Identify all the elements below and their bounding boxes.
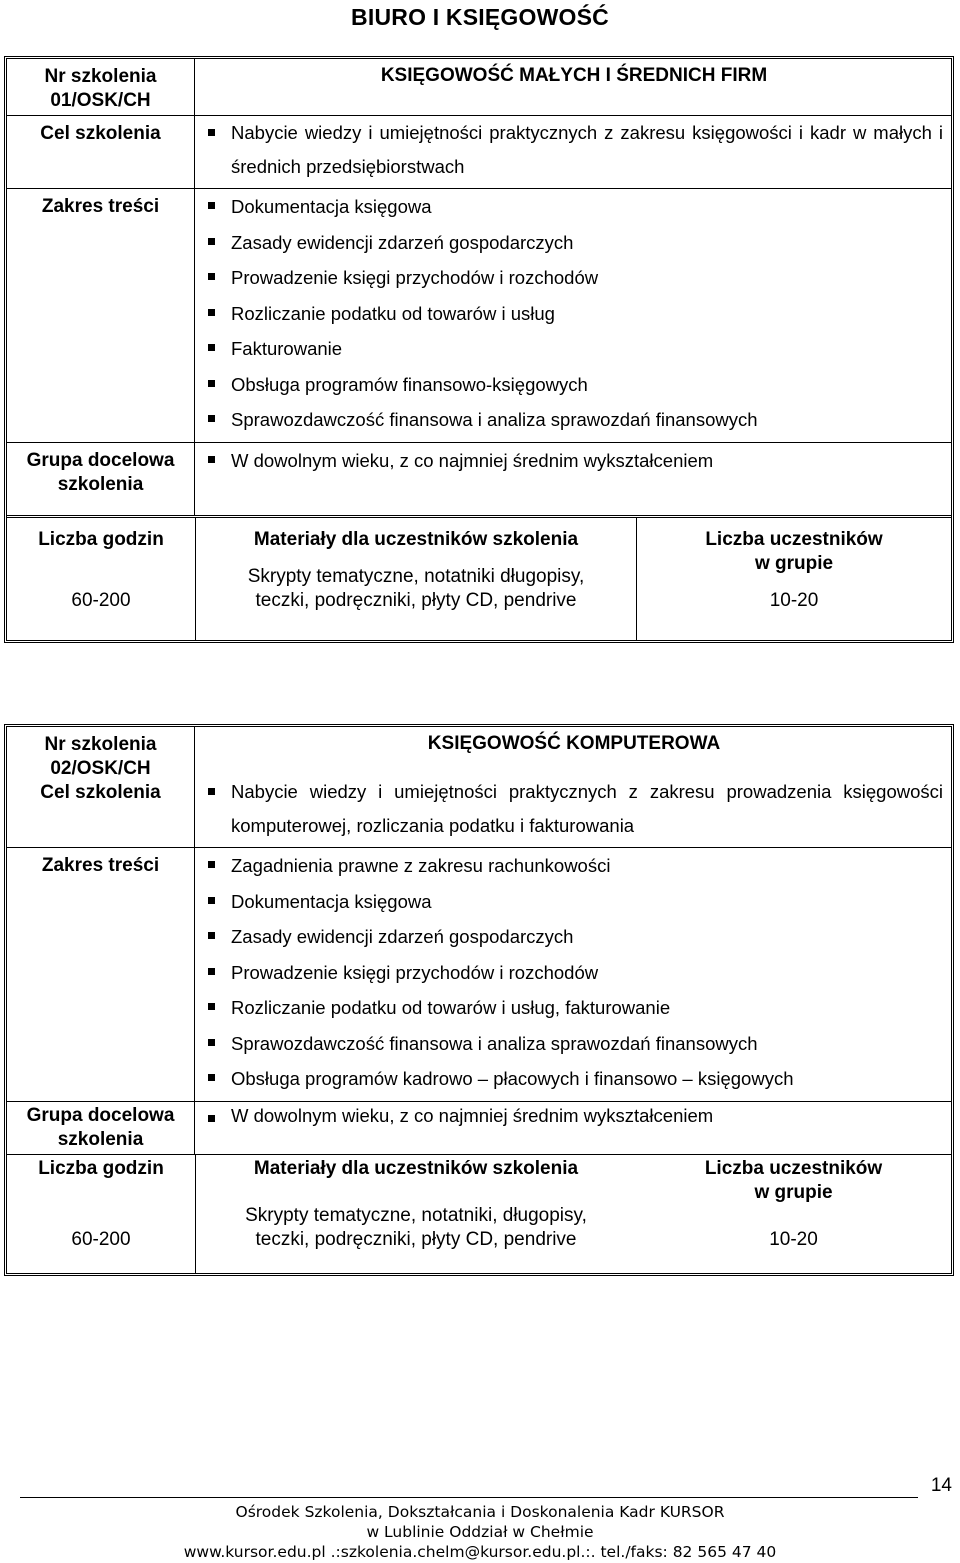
page-title: BIURO I KSIĘGOWOŚĆ: [351, 4, 609, 30]
scope-item: Sprawozdawczość finansowa i analiza sprawozdań finansowych: [205, 402, 943, 438]
hours-label: Liczba godzin: [38, 1157, 164, 1179]
number-label-text: Nr szkolenia: [44, 734, 157, 755]
target-group-label-line1: Grupa docelowa: [26, 1104, 175, 1126]
materials-line1: Skrypty tematyczne, notatniki, długopisy,: [245, 1204, 587, 1226]
group-size-label-line2: w grupie: [754, 1181, 833, 1203]
materials-line1: Skrypty tematyczne, notatniki długopisy,: [247, 565, 585, 587]
group-size-cell: [637, 518, 951, 640]
scope-item: Prowadzenie księgi przychodów i rozchodów: [205, 955, 943, 991]
group-size-value: 10-20: [769, 1228, 818, 1250]
hours-value: 60-200: [71, 589, 131, 611]
materials-label: Materiały dla uczestników szkolenia: [253, 528, 579, 550]
group-size-label-line1: Liczba uczestników: [704, 1157, 883, 1179]
target-group-text: W dowolnym wieku, z co najmniej średnim wykształceniem: [205, 443, 943, 479]
target-group-row: [7, 1102, 951, 1155]
training-title: KSIĘGOWOŚĆ MAŁYCH I ŚREDNICH FIRM: [380, 65, 768, 86]
summary-row: [7, 518, 951, 640]
group-size-label-line2: w grupie: [754, 552, 834, 574]
materials-line2: teczki, podręczniki, płyty CD, pendrive: [255, 1228, 577, 1250]
scope-row: [7, 847, 951, 1102]
scope-cell: [195, 189, 951, 442]
group-size-label-line1: Liczba uczestników: [705, 528, 883, 550]
scope-item: Zasady ewidencji zdarzeń gospodarczych: [205, 919, 943, 955]
footer-divider: [20, 1497, 918, 1498]
target-group-row: [7, 443, 951, 518]
materials-label: Materiały dla uczestników szkolenia: [253, 1157, 579, 1179]
goal-cell: [195, 775, 951, 847]
goal-label: Cel szkolenia: [7, 781, 195, 847]
scope-item: Dokumentacja księgowa: [205, 884, 943, 920]
page-number: 14: [930, 1475, 952, 1496]
scope-item: Zasady ewidencji zdarzeń gospodarczych: [205, 225, 943, 261]
scope-item: Dokumentacja księgowa: [205, 189, 943, 225]
group-size-cell: [636, 1155, 951, 1273]
scope-item: Prowadzenie księgi przychodów i rozchodów: [205, 260, 943, 296]
scope-label: Zakres treści: [7, 848, 195, 1101]
scope-item: Zagadnienia prawne z zakresu rachunkowości: [205, 848, 943, 884]
summary-row: [7, 1155, 951, 1273]
scope-item: Fakturowanie: [205, 331, 943, 367]
number-label: [7, 59, 195, 115]
scope-item: Rozliczanie podatku od towarów i usług: [205, 296, 943, 332]
number-label: [7, 727, 195, 781]
training-title: KSIĘGOWOŚĆ KOMPUTEROWA: [427, 733, 721, 754]
training-card: [4, 56, 954, 643]
footer-line2: w Lublinie Oddział w Chełmie: [366, 1523, 594, 1541]
target-group-label: [7, 1102, 195, 1154]
goal-row: [7, 781, 951, 847]
footer: [0, 1502, 960, 1562]
hours-value: 60-200: [71, 1228, 131, 1250]
scope-row: [7, 188, 951, 443]
goal-text: Nabycie wiedzy i umiejętności praktycznych z zakresu prowadzenia księgowości komputerowej, rozliczania podatku i fakturowania: [205, 775, 943, 843]
group-size-value: 10-20: [769, 589, 819, 611]
number-row: [7, 59, 951, 116]
scope-item: Obsługa programów kadrowo – płacowych i finansowo – księgowych: [205, 1061, 943, 1097]
hours-label: Liczba godzin: [38, 528, 164, 550]
target-group-label: [7, 443, 195, 515]
training-number: 02/OSK/CH: [50, 758, 151, 779]
hours-cell: [7, 1155, 196, 1273]
materials-cell: [196, 1155, 636, 1273]
scope-label: Zakres treści: [7, 189, 195, 442]
hours-cell: [7, 518, 196, 640]
scope-cell: [195, 848, 951, 1101]
training-card: [4, 724, 954, 1276]
goal-label: Cel szkolenia: [7, 116, 195, 188]
target-group-cell: [195, 443, 951, 515]
goal-row: [7, 116, 951, 188]
training-number: 01/OSK/CH: [50, 90, 151, 111]
target-group-label-line2: szkolenia: [57, 1128, 144, 1150]
target-group-label-line1: Grupa docelowa: [26, 449, 175, 471]
target-group-label-line2: szkolenia: [57, 473, 144, 495]
scope-item: Rozliczanie podatku od towarów i usług, fakturowanie: [205, 990, 943, 1026]
scope-item: Sprawozdawczość finansowa i analiza sprawozdań finansowych: [205, 1026, 943, 1062]
target-group-cell: [195, 1102, 951, 1154]
footer-line1: Ośrodek Szkolenia, Dokształcania i Doskonalenia Kadr KURSOR: [235, 1503, 725, 1521]
target-group-text: W dowolnym wieku, z co najmniej średnim wykształceniem: [205, 1102, 943, 1130]
scope-item: Obsługa programów finansowo-księgowych: [205, 367, 943, 403]
number-row: [7, 727, 951, 781]
goal-cell: [195, 116, 951, 188]
materials-line2: teczki, podręczniki, płyty CD, pendrive: [255, 589, 577, 611]
goal-text: Nabycie wiedzy i umiejętności praktycznych z zakresu księgowości i kadr w małych i średnich przedsiębiorstwach: [205, 116, 943, 184]
materials-cell: [196, 518, 637, 640]
footer-line3: www.kursor.edu.pl .:szkolenia.chelm@kursor.edu.pl.:. tel./faks: 82 565 47 40: [183, 1543, 777, 1561]
number-label-text: Nr szkolenia: [44, 66, 157, 87]
